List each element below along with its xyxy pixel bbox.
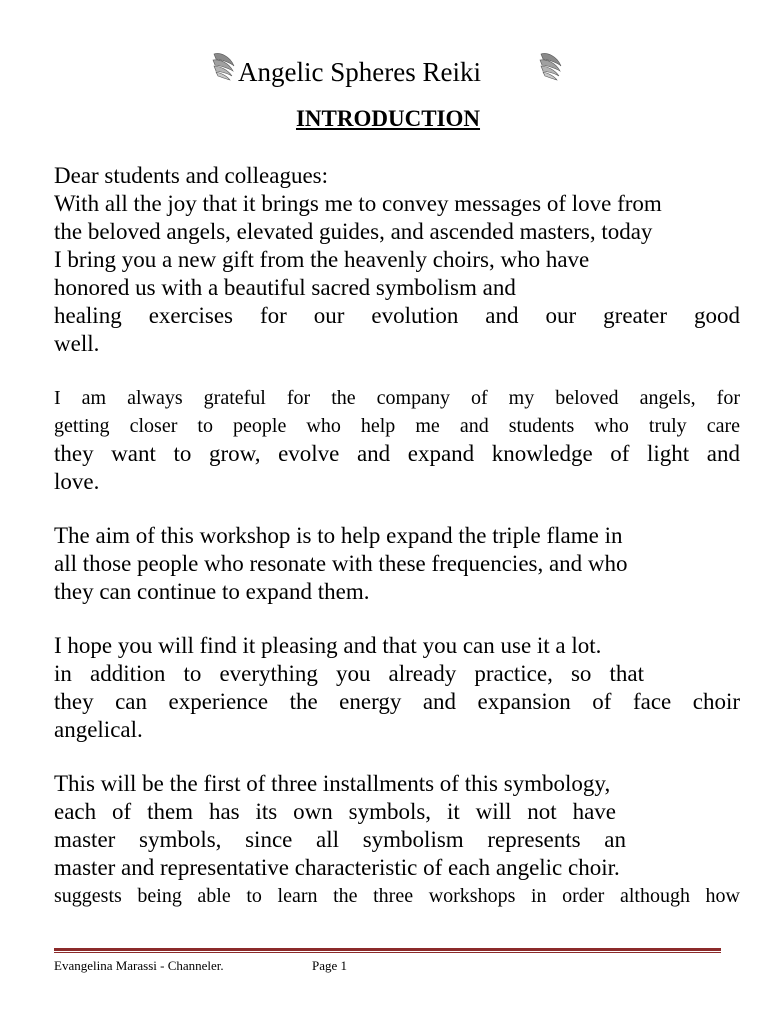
text-line: they can experience the energy and expansion of face choir	[54, 689, 740, 714]
text-line: The aim of this workshop is to help expand the triple flame in	[54, 523, 623, 548]
paragraph	[54, 770, 740, 910]
text-line: honored us with a beautiful sacred symbolism and	[54, 275, 516, 300]
text-line: This will be the first of three installments of this symbology,	[54, 771, 611, 796]
text-line: well.	[54, 331, 100, 356]
text-line: angelical.	[54, 717, 143, 742]
text-line: I bring you a new gift from the heavenly choirs, who have	[54, 247, 590, 272]
footer-author: Evangelina Marassi - Channeler.	[54, 958, 224, 973]
text-line: I am always grateful for the company of my beloved angels, for	[54, 387, 740, 409]
document-title: Angelic Spheres Reiki	[238, 57, 481, 87]
paragraph	[54, 522, 740, 606]
text-line: master and representative characteristic of each angelic choir.	[54, 855, 620, 880]
text-line: in addition to everything you already practice, so that	[54, 661, 644, 686]
paragraph	[54, 632, 740, 744]
text-line: suggests being able to learn the three workshops in order although how	[54, 885, 740, 907]
text-line: they want to grow, evolve and expand knowledge of light and	[54, 441, 740, 466]
text-line: healing exercises for our evolution and our greater good	[54, 303, 740, 328]
angel-wing-icon	[537, 48, 565, 84]
section-title: INTRODUCTION	[295, 106, 481, 131]
text-line: With all the joy that it brings me to convey messages of love from	[54, 191, 662, 216]
text-line: all those people who resonate with these frequencies, and who	[54, 551, 628, 576]
page-number: Page 1	[312, 958, 348, 973]
document-header	[0, 48, 768, 88]
text-line: master symbols, since all symbolism represents an	[54, 827, 626, 852]
text-line: they can continue to expand them.	[54, 579, 370, 604]
angel-wing-icon	[210, 48, 238, 84]
text-line: the beloved angels, elevated guides, and ascended masters, today	[54, 219, 653, 244]
text-line: I hope you will find it pleasing and that you can use it a lot.	[54, 633, 602, 658]
footer-rule	[54, 948, 721, 954]
paragraph	[54, 384, 740, 496]
body-text	[54, 162, 740, 910]
text-line: love.	[54, 469, 100, 494]
text-line: Dear students and colleagues:	[54, 163, 328, 188]
text-line: getting closer to people who help me and students who truly care	[54, 415, 740, 437]
text-line: each of them has its own symbols, it will not have	[54, 799, 616, 824]
paragraph	[54, 162, 740, 358]
